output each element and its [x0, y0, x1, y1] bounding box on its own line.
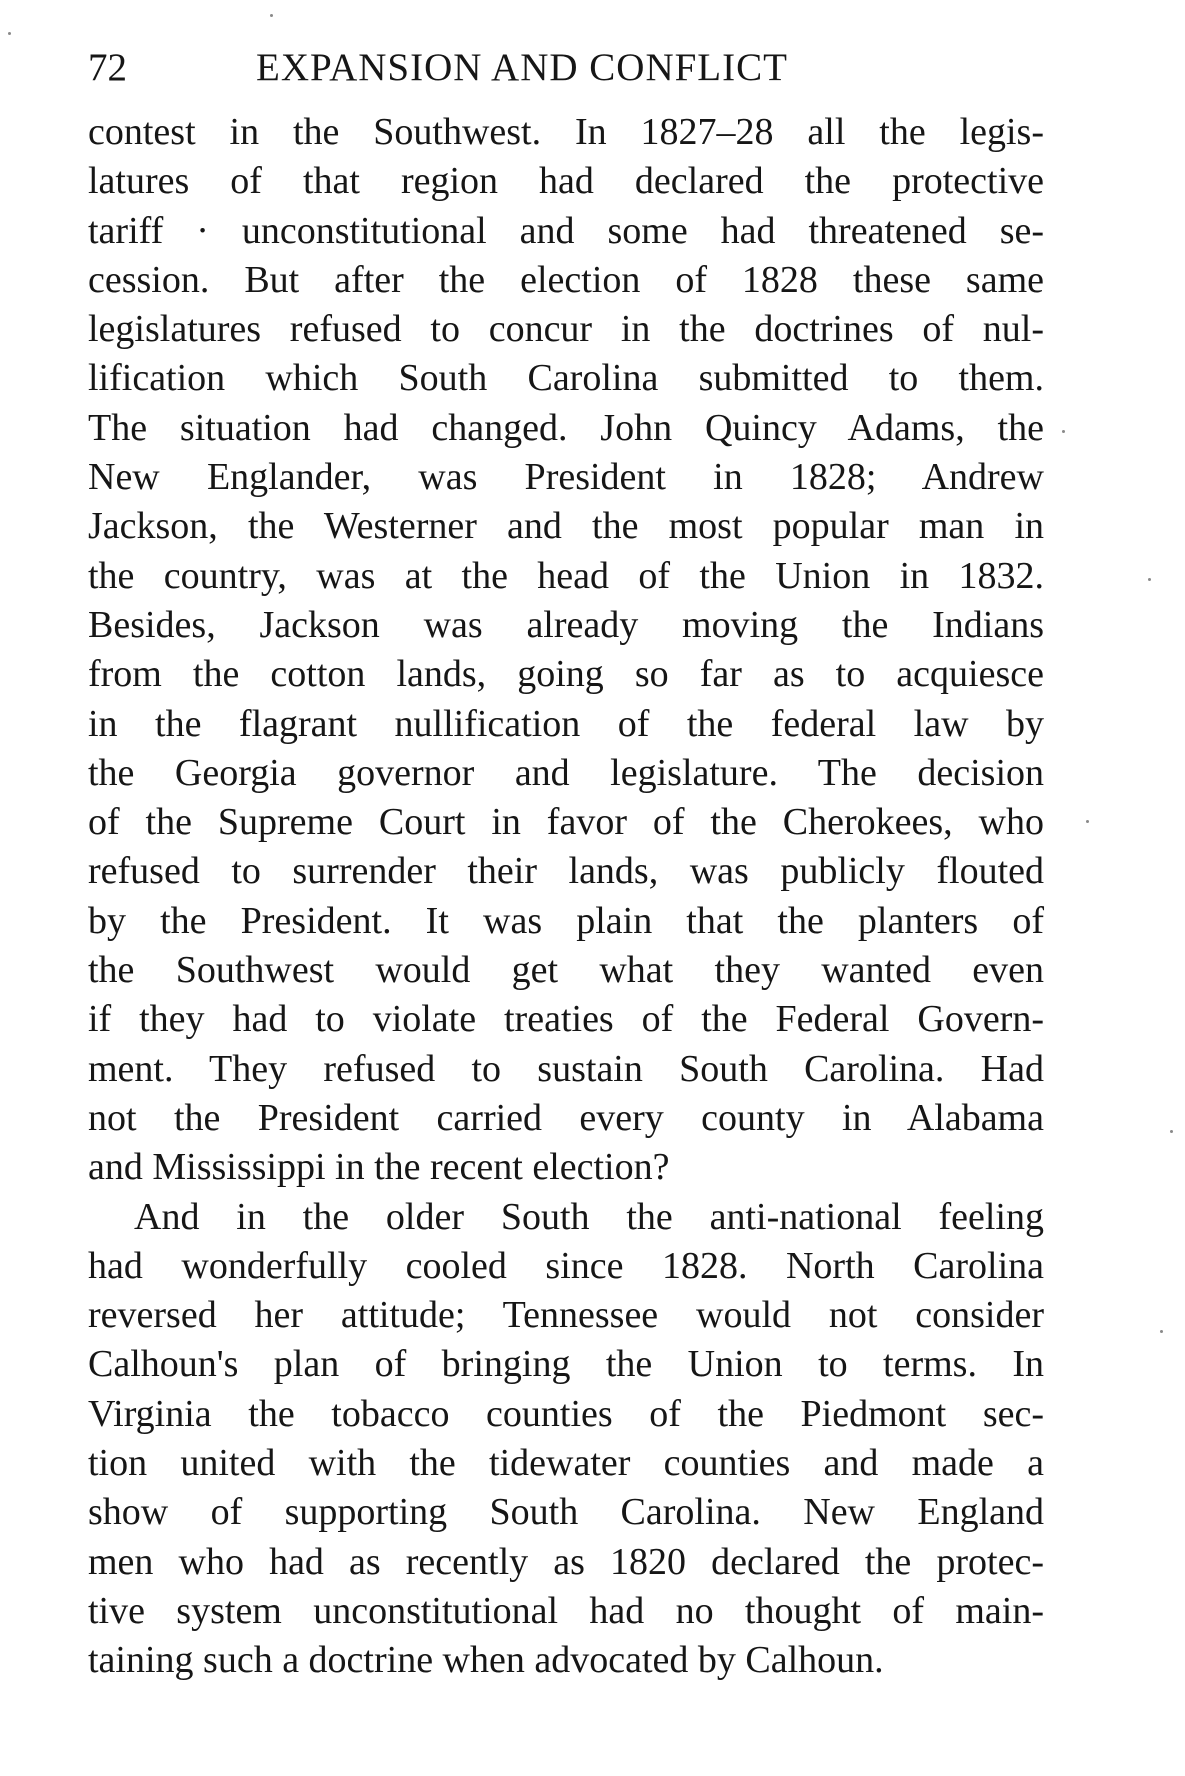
text-line: lification which South Carolina submitted to them.	[88, 357, 1044, 400]
text-line: had wonderfully cooled since 1828. North Carolina	[88, 1244, 1044, 1287]
paragraph-1	[88, 108, 1044, 1193]
text-line: And in the older South the anti-national feeling	[134, 1195, 1044, 1238]
text-line: ment. They refused to sustain South Carolina. Had	[88, 1047, 1044, 1090]
text-line: by the President. It was plain that the planters of	[88, 899, 1044, 942]
text-line: taining such a doctrine when advocated by Calhoun.	[88, 1639, 884, 1682]
text-line: tariff · unconstitutional and some had threatened se-	[88, 209, 1044, 252]
text-line: show of supporting South Carolina. New England	[88, 1491, 1044, 1534]
text-line: New Englander, was President in 1828; Andrew	[88, 456, 1044, 499]
scan-speck	[1086, 820, 1089, 823]
text-line: contest in the Southwest. In 1827–28 all the legis-	[88, 111, 1044, 153]
scan-speck	[270, 14, 273, 17]
text-line: Calhoun's plan of bringing the Union to terms. In	[88, 1343, 1044, 1386]
text-line: reversed her attitude; Tennessee would not consider	[88, 1294, 1044, 1337]
text-line: latures of that region had declared the protective	[88, 160, 1044, 203]
text-line: not the President carried every county in Alabama	[88, 1096, 1044, 1139]
scan-speck	[1062, 430, 1065, 433]
text-line: the Southwest would get what they wanted even	[88, 949, 1044, 992]
page-number: 72	[88, 46, 127, 89]
text-line: legislatures refused to concur in the doctrines of nul-	[88, 308, 1044, 351]
text-line: if they had to violate treaties of the Federal Govern-	[88, 998, 1044, 1041]
text-line: the country, was at the head of the Union in 1832.	[88, 554, 1044, 597]
text-line: Virginia the tobacco counties of the Piedmont sec-	[88, 1392, 1044, 1435]
scan-speck	[1160, 1330, 1163, 1333]
text-line: and Mississippi in the recent election?	[88, 1146, 670, 1189]
scan-speck	[8, 32, 11, 35]
text-line: refused to surrender their lands, was publicly flouted	[88, 850, 1044, 893]
text-line: Jackson, the Westerner and the most popular man in	[88, 505, 1044, 548]
text-line: tive system unconstitutional had no thought of main-	[88, 1589, 1044, 1632]
text-line: men who had as recently as 1820 declared the protec-	[88, 1540, 1044, 1583]
scan-speck	[1148, 578, 1151, 581]
text-line: The situation had changed. John Quincy Adams, the	[88, 406, 1044, 449]
text-line: of the Supreme Court in favor of the Cherokees, who	[88, 801, 1044, 844]
text-line: tion united with the tidewater counties and made a	[88, 1442, 1044, 1485]
running-head	[88, 38, 1048, 98]
text-line: the Georgia governor and legislature. The decision	[88, 751, 1044, 794]
scan-speck	[1170, 1130, 1173, 1133]
text-line: Besides, Jackson was already moving the Indians	[88, 603, 1044, 646]
text-line: in the flagrant nullification of the federal law by	[88, 702, 1044, 745]
paragraph-2	[88, 1193, 1044, 1686]
running-title: EXPANSION AND CONFLICT	[256, 46, 788, 89]
body-text	[88, 108, 1044, 1686]
text-line: from the cotton lands, going so far as to acquiesce	[88, 653, 1044, 696]
text-line: cession. But after the election of 1828 these same	[88, 258, 1044, 301]
